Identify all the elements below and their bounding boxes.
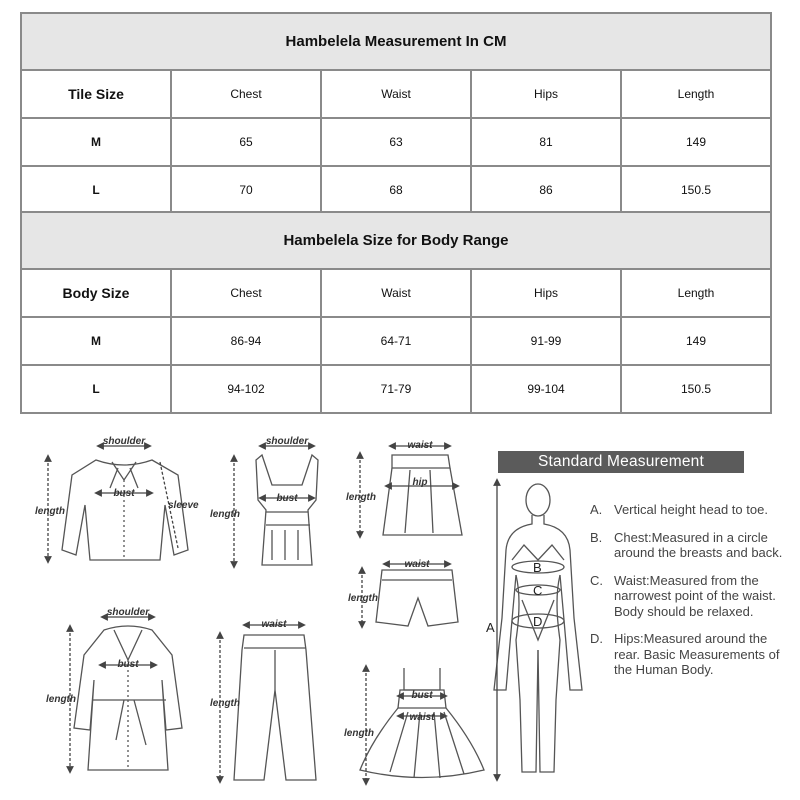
list-item — [590, 530, 795, 561]
item-text: Vertical height head to toe. — [614, 502, 768, 517]
length-label: length — [35, 506, 65, 517]
hips-cell: 91-99 — [471, 317, 621, 365]
bust-label: bust — [117, 659, 139, 670]
bust-label: bust — [276, 493, 298, 504]
body-label-b: B — [533, 560, 542, 575]
size-cell: L — [21, 365, 171, 413]
length-label: length — [346, 492, 376, 503]
hips-cell: 81 — [471, 118, 621, 166]
bust-label: bust — [113, 488, 135, 499]
body-label-c: C — [533, 583, 543, 598]
chest-cell: 65 — [171, 118, 321, 166]
hips-cell: 86 — [471, 166, 621, 214]
length-cell: 150.5 — [621, 365, 771, 413]
item-text: Hips:Measured around the rear. Basic Measurements of the Human Body. — [614, 631, 780, 677]
header-chest: Chest — [171, 269, 321, 317]
header-size: Body Size — [21, 269, 171, 317]
standard-measurement-title: Standard Measurement — [498, 451, 744, 473]
header-size: Tile Size — [21, 70, 171, 118]
length-label: length — [344, 728, 374, 739]
header-waist: Waist — [321, 70, 471, 118]
length-label: length — [210, 509, 240, 520]
item-letter: D. — [590, 631, 603, 646]
length-label: length — [348, 593, 378, 604]
length-cell: 150.5 — [621, 166, 771, 214]
hips-cell: 99-104 — [471, 365, 621, 413]
waist-label: waist — [407, 440, 433, 451]
hip-label: hip — [412, 477, 428, 488]
skirt-diagram — [360, 446, 462, 535]
waist-label: waist — [409, 712, 435, 723]
measurement-table-title: Hambelela Measurement In CM — [21, 13, 771, 70]
chest-cell: 70 — [171, 166, 321, 214]
header-length: Length — [621, 269, 771, 317]
item-letter: C. — [590, 572, 603, 588]
bust-label: bust — [411, 690, 433, 701]
size-cell: L — [21, 166, 171, 214]
waist-label: waist — [261, 619, 287, 630]
chest-cell: 86-94 — [171, 317, 321, 365]
header-length: Length — [621, 70, 771, 118]
shoulder-label: shoulder — [102, 436, 146, 447]
body-range-table-title: Hambelela Size for Body Range — [21, 212, 771, 269]
chest-cell: 94-102 — [171, 365, 321, 413]
size-cell: M — [21, 317, 171, 365]
header-hips: Hips — [471, 269, 621, 317]
list-item — [590, 631, 795, 678]
dress-diagram — [360, 668, 484, 782]
human-body-diagram — [494, 482, 582, 778]
waist-cell: 68 — [321, 166, 471, 214]
size-cell: M — [21, 118, 171, 166]
body-label-d: D — [533, 614, 543, 629]
sleeve-label: sleeve — [168, 500, 199, 511]
header-hips: Hips — [471, 70, 621, 118]
coat-diagram — [70, 617, 182, 770]
item-letter: A. — [590, 502, 603, 517]
item-text: Waist:Measured from the narrowest point of the waist. Body should be relaxed. — [614, 572, 776, 619]
header-waist: Waist — [321, 269, 471, 317]
shoulder-label: shoulder — [106, 607, 150, 618]
shoulder-label: shoulder — [265, 436, 309, 447]
length-label: length — [210, 698, 240, 709]
length-label: length — [46, 694, 76, 705]
waist-cell: 64-71 — [321, 317, 471, 365]
item-letter: B. — [590, 529, 603, 545]
waist-cell: 63 — [321, 118, 471, 166]
length-cell: 149 — [621, 118, 771, 166]
blouse-diagram — [48, 446, 188, 560]
waist-cell: 71-79 — [321, 365, 471, 413]
length-cell: 149 — [621, 317, 771, 365]
waist-label: waist — [404, 559, 430, 570]
body-label-a: A — [486, 620, 495, 635]
list-item — [590, 502, 795, 518]
header-chest: Chest — [171, 70, 321, 118]
item-text: Chest:Measured in a circle around the breasts and back. — [614, 529, 783, 560]
standard-measurement-list — [590, 502, 795, 690]
tank-top-diagram — [234, 446, 318, 565]
list-item — [590, 573, 795, 620]
